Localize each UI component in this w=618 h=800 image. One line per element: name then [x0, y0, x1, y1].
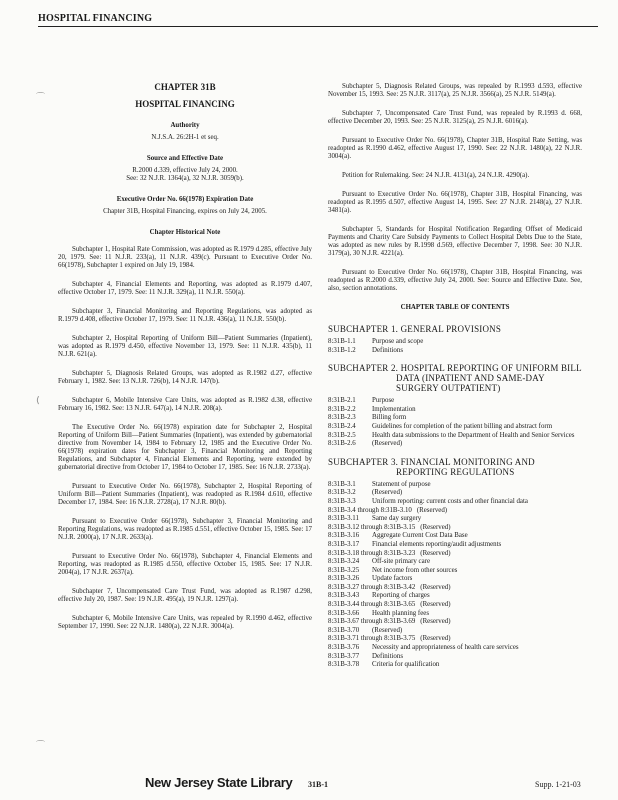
toc-entry: [328, 498, 582, 507]
historical-paragraph: Petition for Rulemaking. See: 24 N.J.R. 4131(a), 24 N.J.R. 4290(a).: [342, 172, 530, 179]
toc-entry-number: 8:31B-1.2: [328, 346, 356, 354]
toc-entry-label: (Reserved): [420, 635, 451, 643]
toc-entry-number: 8:31B-3.70: [328, 626, 360, 634]
table-of-contents: [328, 324, 582, 670]
toc-entry: [328, 635, 582, 644]
toc-entry-number: 8:31B-3.16: [328, 532, 360, 540]
toc-entry-number: 8:31B-3.78: [328, 661, 360, 669]
toc-entry-label: Purpose: [372, 397, 395, 405]
toc-entry-number: 8:31B-3.43: [328, 592, 360, 600]
historical-paragraph: Pursuant to Executive Order No. 66(1978), Subchapter 4, Financial Elements and Reporting, was readopted as R.1985 d.550, effective October 15, 1985. See: 17 N.J.R. 2004(a), 17 N.J.R. 2637(a).: [58, 553, 312, 576]
historical-paragraph: Subchapter 5, Diagnosis Related Groups, was repealed by R.1993 d.593, effective November 15, 1993. See: 25 N.J.R. 3117(a), 25 N.J.R. 3566(a), 25 N.J.R. 5149(a).: [328, 83, 582, 98]
historical-paragraph: Subchapter 1, Hospital Rate Commission, was adopted as R.1979 d.285, effective July 20, 1979. See: 11 N.J.R. 233(a), 11 N.J.R. 439(c). Pursuant to Executive Order No. 66(1978), Subchapter 1 expired on July 19, 1984.: [58, 246, 312, 269]
right-column: [328, 83, 582, 670]
eo-heading: Executive Order No. 66(1978) Expiration Date: [116, 196, 254, 203]
toc-entry-number: 8:31B-3.11: [328, 515, 359, 523]
toc-entry: [328, 423, 582, 432]
library-stamp: New Jersey State Library: [145, 775, 293, 790]
toc-entry-number: 8:31B-2.5: [328, 431, 356, 439]
toc-entry-label: Purpose and scope: [372, 338, 424, 345]
toc-entry-label: (Reserved): [420, 523, 451, 531]
toc-entry-number: 8:31B-3.67 through 8:31B-3.69: [328, 618, 416, 626]
toc-entry: [328, 406, 582, 415]
toc-entry: [328, 653, 582, 662]
toc-entry-number: 8:31B-3.27 through 8:31B-3.42: [328, 583, 416, 591]
historical-paragraph: Pursuant to Executive Order No. 66(1978), Subchapter 2, Hospital Reporting of Uniform Bill—Patient Summaries (Inpatient), was readopted as R.1984 d.610, effective December 17, 1984. See: 16 N.J.R. 2728(a), 17 N.J.R. 80(b).: [58, 483, 312, 506]
toc-entry-label: (Reserved): [420, 601, 451, 609]
chapter-title: HOSPITAL FINANCING: [135, 99, 235, 109]
toc-entry-number: 8:31B-3.66: [328, 609, 360, 617]
toc-entry: [328, 515, 582, 524]
toc-entry-label: Uniform reporting: current costs and other financial data: [372, 497, 528, 505]
toc-entry-number: 8:31B-3.12 through 8:31B-3.15: [328, 523, 416, 531]
toc-entry: [328, 541, 582, 550]
historical-note-heading: Chapter Historical Note: [149, 229, 221, 236]
toc-entry-label: (Reserved): [420, 583, 451, 591]
toc-entry-number: 8:31B-3.76: [328, 644, 360, 652]
margin-mark: ⟨: [36, 395, 40, 405]
toc-entry: [328, 440, 582, 449]
toc-entry: [328, 601, 582, 610]
toc-entry: [328, 489, 582, 498]
toc-entry: [328, 618, 582, 627]
toc-entry: [328, 524, 582, 533]
historical-paragraph: Subchapter 5, Diagnosis Related Groups, was adopted as R.1982 d.27, effective February 1, 1982. See: 13 N.J.R. 726(b), 14 N.J.R. 147(b).: [58, 370, 312, 385]
toc-entry: [328, 532, 582, 541]
toc-entry: [328, 558, 582, 567]
toc-entry: [328, 550, 582, 559]
toc-entry-number: 8:31B-3.3: [328, 497, 356, 505]
toc-entry-number: 8:31B-2.6: [328, 440, 356, 448]
toc-entry-label: Reporting of charges: [372, 592, 430, 600]
historical-paragraph: Pursuant to Executive Order 66(1978), Subchapter 3, Financial Monitoring and Reporting Regulations, was readopted as R.1985 d.551, effective October 15, 1985. See: 17 N.J.R. 2000(a), 17 N.J.R. 2633(a).: [58, 518, 312, 541]
toc-entry-label: (Reserved): [372, 489, 403, 497]
toc-entry-number: 8:31B-3.18 through 8:31B-3.23: [328, 549, 416, 557]
toc-entry-number: 8:31B-3.44 through 8:31B-3.65: [328, 601, 416, 609]
toc-entry-label: Off-site primary care: [372, 558, 431, 566]
toc-entry: [328, 575, 582, 584]
toc-entry: [328, 338, 582, 347]
historical-paragraph: Subchapter 5, Standards for Hospital Notification Regarding Offset of Medicaid Payments and Charity Care Subsidy Payments to Collect Hospital Debts Due to the State, was adopted as new rules by R.1998 d.569, effective December 7, 1998. See: 30 N.J.R. 3179(a), 30 N.J.R. 4221(a).: [328, 226, 582, 257]
historical-paragraph: Pursuant to Executive Order No. 66(1978), Chapter 31B, Hospital Rate Setting, was readopted as R.1990 d.462, effective August 17, 1990. See: 22 N.J.R. 1480(a), 22 N.J.R. 3004(a).: [328, 137, 582, 160]
toc-entry-label: Implementation: [372, 405, 416, 413]
toc-entry: [328, 567, 582, 576]
toc-entry-number: 8:31B-3.17: [328, 540, 360, 548]
toc-entry: [328, 397, 582, 406]
toc-entry-label: Net income from other sources: [372, 566, 458, 574]
toc-entry-label: Definitions: [372, 346, 404, 354]
toc-entry: [328, 644, 582, 653]
historical-paragraph: Subchapter 4, Financial Elements and Reporting, was adopted as R.1979 d.407, effective October 17, 1979. See: 11 N.J.R. 329(a), 11 N.J.R. 550(a).: [58, 281, 312, 296]
toc-entry-label: (Reserved): [372, 440, 403, 448]
margin-mark: ⌒: [36, 92, 46, 102]
toc-entry-label: Health planning fees: [372, 609, 430, 617]
toc-entry: [328, 481, 582, 490]
toc-entry: [328, 592, 582, 601]
toc-entry-label: Health data submissions to the Department of Health and Senior Services: [372, 431, 575, 439]
historical-paragraph: Pursuant to Executive Order No. 66(1978), Chapter 31B, Hospital Financing, was readopted as R.2000 d.339, effective July 24, 2000. See: Source and Effective Date. See, also, section annotations.: [328, 269, 582, 292]
historical-paragraph: Subchapter 2, Hospital Reporting of Uniform Bill—Patient Summaries (Inpatient), was adopted as R.1979 d.450, effective November 13, 1979. See: 11 N.J.R. 435(b), 11 N.J.R. 621(a).: [58, 335, 312, 358]
toc-entry-label: (Reserved): [372, 626, 403, 634]
toc-entry: [328, 610, 582, 619]
toc-entry: [328, 661, 582, 670]
toc-entry: [328, 414, 582, 423]
toc-entry: [328, 347, 582, 356]
historical-paragraph: Subchapter 3, Financial Monitoring and Reporting Regulations, was adopted as R.1979 d.408, effective October 17, 1979. See: 11 N.J.R. 436(a), 11 N.J.R. 550(b).: [58, 308, 312, 323]
toc-title: CHAPTER TABLE OF CONTENTS: [400, 304, 510, 311]
toc-entry-number: 8:31B-3.2: [328, 489, 356, 497]
toc-entry-label: Same day surgery: [372, 515, 422, 523]
left-column: [58, 83, 312, 642]
toc-entry-number: 8:31B-3.4 through 8:31B-3.10: [328, 506, 412, 514]
toc-entry-number: 8:31B-3.26: [328, 575, 360, 583]
toc-entry: [328, 507, 582, 516]
historical-paragraph: Subchapter 7, Uncompensated Care Trust Fund, was adopted as R.1987 d.298, effective July 20, 1987. See: 19 N.J.R. 495(a), 19 N.J.R. 1297(a).: [58, 588, 312, 603]
toc-entry-label: Statement of purpose: [372, 480, 431, 488]
toc-entry-number: 8:31B-2.3: [328, 414, 356, 422]
source-heading: Source and Effective Date: [146, 155, 224, 162]
source-line-2: See: 32 N.J.R. 1364(a), 32 N.J.R. 3059(b).: [126, 175, 244, 182]
toc-entry-number: 8:31B-3.77: [328, 652, 360, 660]
historical-paragraph: The Executive Order No. 66(1978) expiration date for Subchapter 2, Hospital Reporting of Uniform Bill—Patient Summaries (Inpatient), was extended by gubernatorial directive from November 14, 1984 to February 12, 1985 and the Executive Order No. 66(1978) expiration dates for Subchapter 3, Financial Monitoring and Reporting Regulations, and Subchapter 4, Financial Elements and Reporting, were extended by gubernatorial directive from October 17, 1984 to October 17, 1985. See: 16 N.J.R. 2733(a).: [58, 424, 312, 471]
toc-entry-label: Criteria for qualification: [372, 661, 440, 669]
toc-entry-label: (Reserved): [420, 618, 451, 626]
toc-entry-label: (Reserved): [420, 549, 451, 557]
historical-paragraph: Subchapter 6, Mobile Intensive Care Units, was adopted as R.1982 d.38, effective February 16, 1982. See: 13 N.J.R. 647(a), 14 N.J.R. 208(a).: [58, 397, 312, 412]
toc-entry-label: Definitions: [372, 652, 404, 660]
historical-paragraph: Subchapter 6, Mobile Intensive Care Units, was repealed by R.1990 d.462, effective September 17, 1990. See: 22 N.J.R. 1480(a), 22 N.J.R. 3004(a).: [58, 615, 312, 630]
toc-entry-number: 8:31B-2.1: [328, 397, 356, 405]
toc-entry: [328, 627, 582, 636]
toc-entry-label: Billing form: [372, 414, 407, 422]
subchapter-heading: SUBCHAPTER 1. GENERAL PROVISIONS: [328, 324, 502, 334]
toc-entry-label: Aggregate Current Cost Data Base: [372, 532, 468, 540]
page-number: 31B-1: [308, 780, 328, 789]
toc-entry-label: Guidelines for completion of the patient billing and abstract form: [372, 422, 553, 430]
margin-mark: ⌒: [36, 740, 46, 750]
toc-entry-number: 8:31B-3.24: [328, 558, 360, 566]
authority-heading: Authority: [170, 122, 200, 129]
toc-entry-number: 8:31B-1.1: [328, 338, 356, 345]
toc-entry-number: 8:31B-2.4: [328, 422, 356, 430]
toc-entry-number: 8:31B-3.25: [328, 566, 360, 574]
eo-text: Chapter 31B, Hospital Financing, expires on July 24, 2005.: [103, 208, 267, 215]
authority-text: N.J.S.A. 26:2H-1 et seq.: [151, 134, 219, 141]
historical-paragraph: Pursuant to Executive Order No. 66(1978), Chapter 31B, Hospital Financing, was readopted as R.1995 d.507, effective August 14, 1995. See: 27 N.J.R. 2148(a), 27 N.J.R. 3481(a).: [328, 191, 582, 214]
toc-entry-number: 8:31B-2.2: [328, 405, 356, 413]
toc-entry-number: 8:31B-3.1: [328, 480, 356, 488]
toc-entry-label: (Reserved): [416, 506, 448, 514]
supplement-date: Supp. 1-21-03: [535, 780, 581, 789]
toc-entry-label: Financial elements reporting/audit adjustments: [372, 540, 502, 548]
source-line-1: R.2000 d.339, effective July 24, 2000.: [132, 167, 238, 174]
toc-entry-number: 8:31B-3.71 through 8:31B-3.75: [328, 635, 416, 643]
chapter-number: CHAPTER 31B: [154, 82, 216, 92]
subchapter-heading: SUBCHAPTER 2. HOSPITAL REPORTING OF UNIFORM BILL DATA (INPATIENT AND SAME-DAY SURGERY OUTPATIENT): [328, 363, 582, 394]
subchapter-heading: SUBCHAPTER 3. FINANCIAL MONITORING AND REPORTING REGULATIONS: [328, 456, 535, 477]
toc-entry-label: Necessity and appropriateness of health care services: [372, 644, 519, 652]
historical-paragraph: Subchapter 7, Uncompensated Care Trust Fund, was repealed by R.1993 d. 668, effective December 20, 1993. See: 25 N.J.R. 3125(a), 25 N.J.R. 6016(a).: [328, 110, 582, 125]
toc-entry: [328, 432, 582, 441]
running-head: HOSPITAL FINANCING: [38, 13, 598, 27]
toc-entry-label: Update factors: [372, 575, 413, 583]
toc-entry: [328, 584, 582, 593]
